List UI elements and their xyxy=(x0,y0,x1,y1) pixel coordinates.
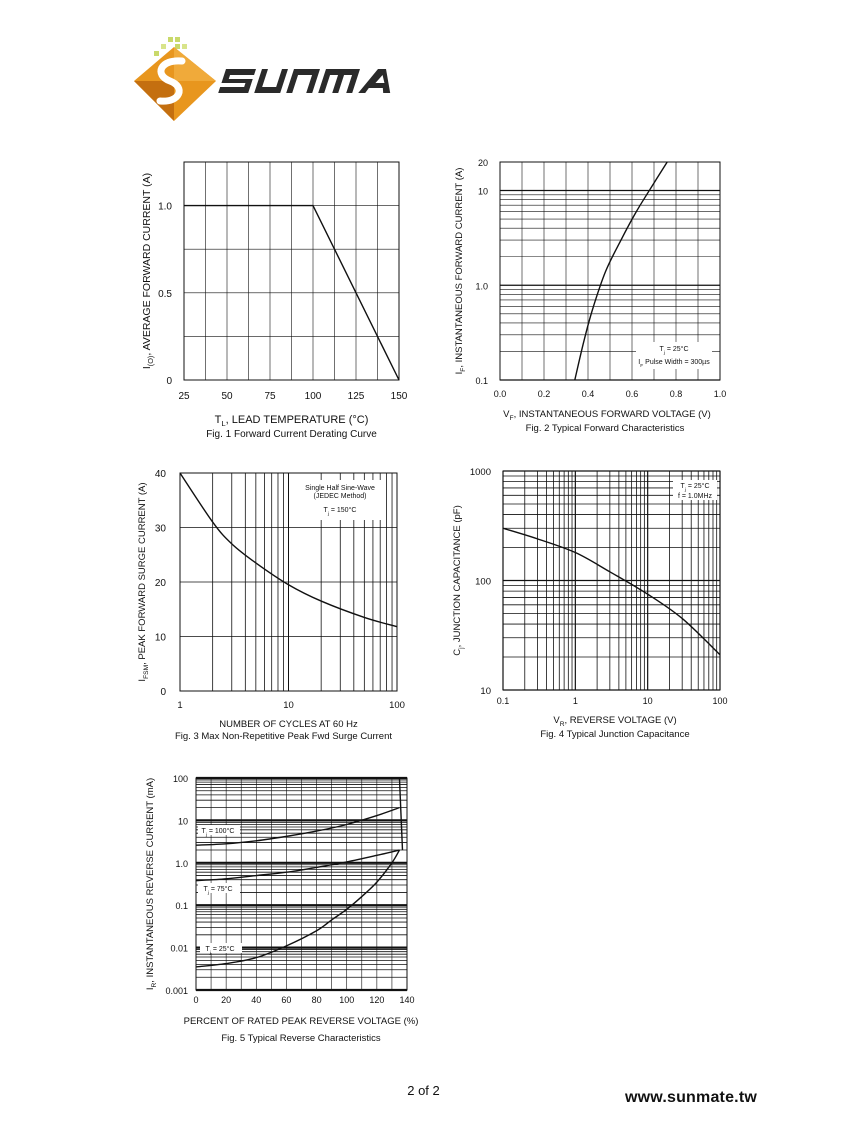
fig2-y-tick-label: 10 xyxy=(477,186,488,197)
fig5-y-axis-label: $I_R$, INSTANTANEOUS REVERSE CURRENT (mA) xyxy=(145,777,158,991)
fig5-x-axis-label: PERCENT OF RATED PEAK REVERSE VOLTAGE (%) xyxy=(183,1016,419,1027)
fig4-annotation-freq: f = 1.0MHz xyxy=(677,493,713,500)
fig3-y-tick-label: 10 xyxy=(154,632,166,644)
fig4-y-tick-label: 1000 xyxy=(469,467,491,478)
fig1-y-tick-label: 1.0 xyxy=(158,201,172,213)
fig4-y-tick-label: 10 xyxy=(480,686,491,697)
fig1-caption: Fig. 1 Forward Current Derating Curve xyxy=(206,429,377,440)
fig2-x-tick-label: 0.4 xyxy=(581,389,595,399)
fig5-y-tick-label: 0.1 xyxy=(175,901,188,912)
fig5-y-tick-label: 100 xyxy=(172,774,188,784)
fig5-x-tick-label: 120 xyxy=(369,995,385,1005)
fig2-x-tick-label: 0.6 xyxy=(625,389,639,399)
fig2-x-axis-label: $V_F$, INSTANTANEOUS FORWARD VOLTAGE (V) xyxy=(503,409,711,422)
fig1-x-tick-label: 75 xyxy=(264,391,276,402)
fig5-y-tick-label: 0.01 xyxy=(170,943,188,954)
fig5-x-tick-label: 140 xyxy=(399,995,415,1005)
fig4-x-axis-label: $V_R$, REVERSE VOLTAGE (V) xyxy=(553,715,677,728)
fig2-y-axis-label: $I_F$, INSTANTANEOUS FORWARD CURRENT (A) xyxy=(454,167,467,375)
fig3-x-tick-label: 100 xyxy=(389,700,405,711)
fig4-caption: Fig. 4 Typical Junction Capacitance xyxy=(540,729,690,740)
fig5-x-tick-label: 0 xyxy=(193,995,199,1005)
fig1-x-tick-label: 125 xyxy=(347,391,365,402)
fig5-y-tick-label: 1.0 xyxy=(175,858,188,869)
fig3-x-axis-label: NUMBER OF CYCLES AT 60 Hz xyxy=(219,719,358,730)
fig1-x-tick-label: 150 xyxy=(390,391,408,402)
fig3-y-tick-label: 20 xyxy=(154,578,166,589)
fig1-x-tick-label: 50 xyxy=(221,391,233,402)
fig1-x-tick-label: 25 xyxy=(178,391,190,402)
fig5-x-tick-label: 60 xyxy=(281,995,292,1005)
page-number: 2 of 2 xyxy=(407,1083,440,1098)
fig2-y-tick-label: 20 xyxy=(477,158,488,168)
fig4-x-tick-label: 1 xyxy=(572,696,578,706)
fig2-x-tick-label: 0.8 xyxy=(669,389,683,399)
fig3-x-tick-label: 10 xyxy=(283,700,294,711)
fig2-x-tick-label: 0.2 xyxy=(537,389,551,399)
fig5-series-label: $T_j = 75^\circ C$ xyxy=(203,886,233,896)
fig5-caption: Fig. 5 Typical Reverse Characteristics xyxy=(221,1033,381,1044)
fig2-annotation-pulse: $I_F$ Pulse Width = 300µs xyxy=(638,359,710,369)
fig4-y-tick-label: 100 xyxy=(475,576,491,588)
fig3-caption: Fig. 3 Max Non-Repetitive Peak Fwd Surge Current xyxy=(174,731,393,742)
fig4-x-tick-label: 10 xyxy=(642,696,653,706)
fig5-x-tick-label: 20 xyxy=(221,995,232,1005)
fig5-x-tick-label: 80 xyxy=(311,995,322,1005)
website-url[interactable]: www.sunmate.tw xyxy=(625,1089,758,1106)
fig2-x-tick-label: 1.0 xyxy=(713,389,727,399)
fig5-x-tick-label: 40 xyxy=(251,995,262,1005)
fig5-limit-line xyxy=(399,778,402,850)
fig1-x-axis-label: $T_L$, LEAD TEMPERATURE (°C) xyxy=(214,414,369,428)
fig5-series-line xyxy=(196,850,399,881)
fig2-y-tick-label: 1.0 xyxy=(475,281,488,292)
fig2-caption: Fig. 2 Typical Forward Characteristics xyxy=(525,423,685,434)
fig3-y-axis-label: $I_{FSM}$, PEAK FORWARD SURGE CURRENT (A) xyxy=(137,482,150,682)
fig2-y-tick-label: 0.1 xyxy=(475,376,488,386)
fig3-x-tick-label: 1 xyxy=(177,700,183,711)
fig4-y-axis-label: $C_j$, JUNCTION CAPACITANCE (pF) xyxy=(452,505,465,656)
fig1-y-axis-label: $I_{(O)}$, AVERAGE FORWARD CURRENT (A) xyxy=(141,172,155,370)
fig5-series-label: $T_j = 100^\circ C$ xyxy=(201,828,235,838)
fig1-y-tick-label: 0.5 xyxy=(158,288,172,300)
fig3-annotation-waveform: Single Half Sine-Wave xyxy=(305,485,375,492)
fig2-annotation-tj: $T_j = 25^\circ C$ xyxy=(659,346,689,356)
fig4-x-tick-label: 0.1 xyxy=(496,696,510,706)
fig5-y-tick-label: 10 xyxy=(177,816,188,827)
fig1-y-tick-label: 0 xyxy=(166,376,172,387)
fig1-x-tick-label: 100 xyxy=(304,391,322,402)
fig2-x-tick-label: 0.0 xyxy=(493,389,507,399)
fig3-y-tick-label: 40 xyxy=(154,469,166,480)
fig5-y-tick-label: 0.001 xyxy=(165,986,188,996)
fig4-annotation-tj: $T_j = 25^\circ C$ xyxy=(680,483,710,493)
fig4-x-tick-label: 100 xyxy=(712,696,728,706)
fig5-x-tick-label: 100 xyxy=(339,995,355,1005)
fig5-series-label: $T_j = 25^\circ C$ xyxy=(205,946,235,956)
fig3-y-tick-label: 0 xyxy=(160,687,166,698)
fig3-annotation-tj: $T_j = 150^\circ C$ xyxy=(323,507,357,517)
fig3-annotation-method: (JEDEC Method) xyxy=(313,493,367,500)
fig3-y-tick-label: 30 xyxy=(154,523,166,535)
